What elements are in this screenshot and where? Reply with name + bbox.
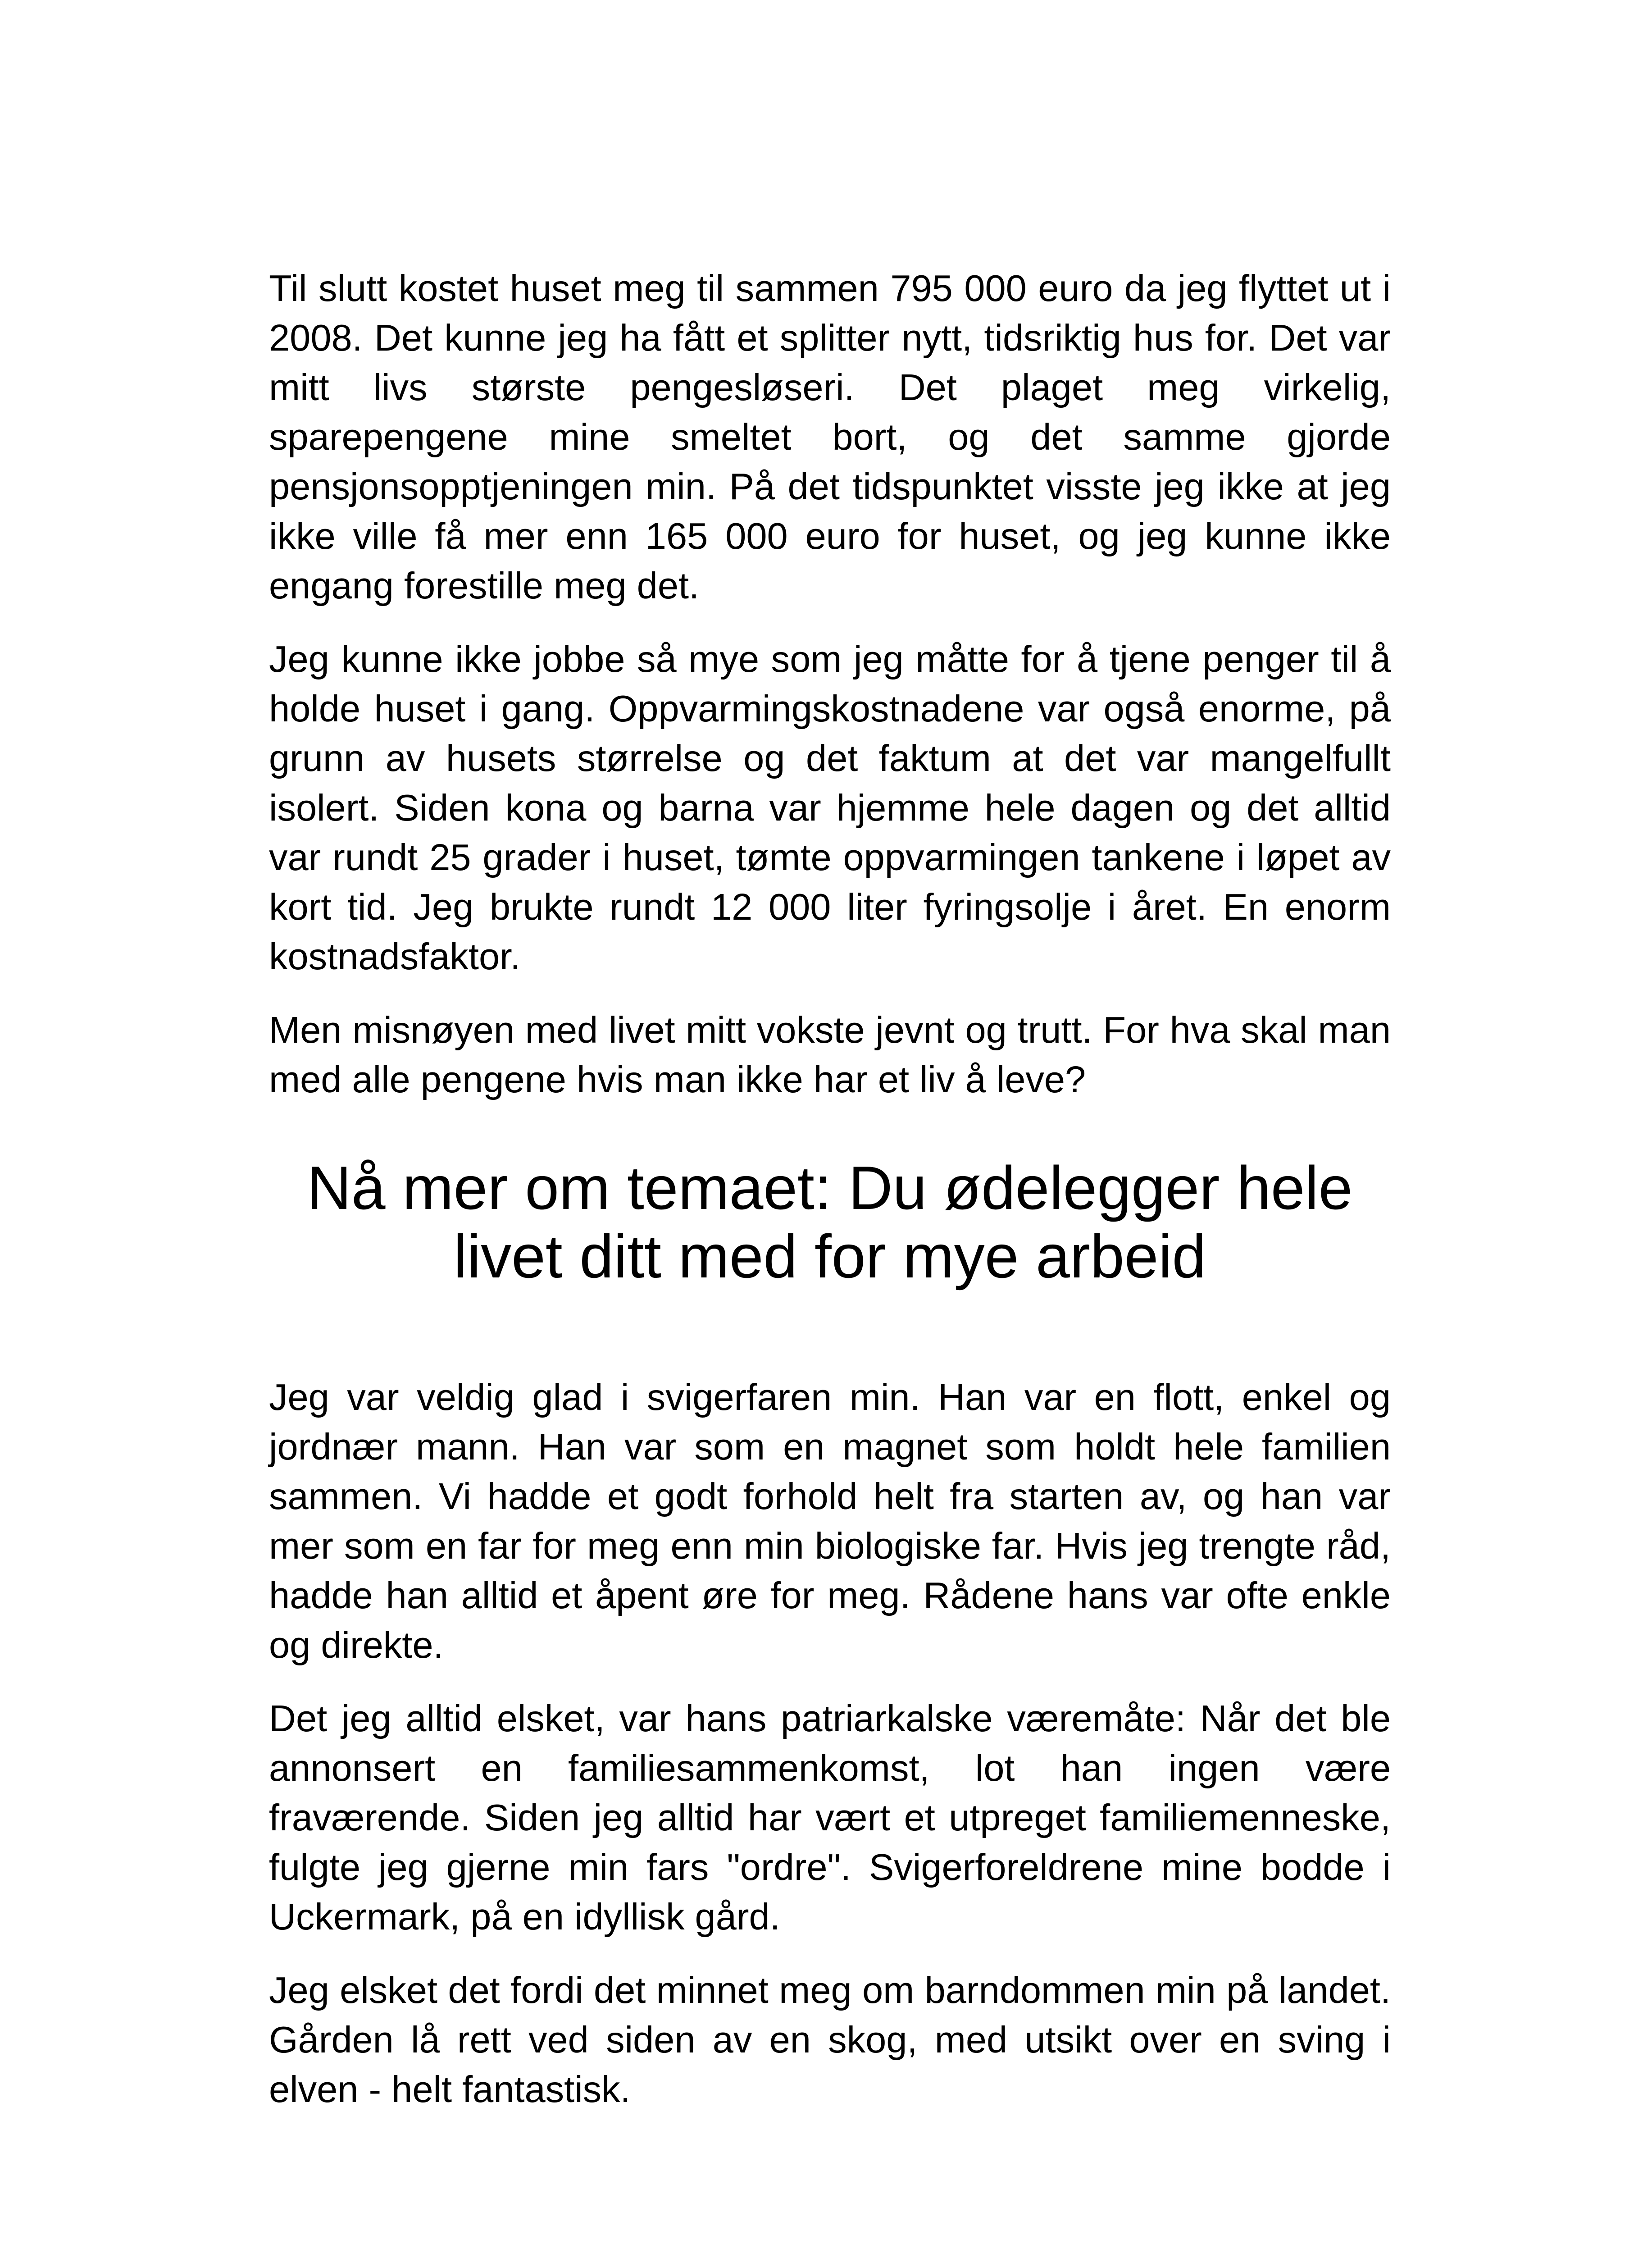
paragraph: Det jeg alltid elsket, var hans patriarkalske væremåte: Når det ble annonsert en familiesammenkomst, lot han ingen være fraværende. Siden jeg alltid har vært et utpreget familiemenneske, fulgte jeg gjerne min fars "ordre". Svigerforeldrene mine bodde i Uckermark, på en idyllisk gård. <box>269 1697 1391 1938</box>
body-text-top <box>269 264 1391 1104</box>
paragraph: Jeg var veldig glad i svigerfaren min. Han var en flott, enkel og jordnær mann. Han var som en magnet som holdt hele familien sammen. Vi hadde et godt forhold helt fra starten av, og han var mer som en far for meg enn min biologiske far. Hvis jeg trengte råd, hadde han alltid et åpent øre for meg. Rådene hans var ofte enkle og direkte. <box>269 1376 1391 1666</box>
paragraph: Men misnøyen med livet mitt vokste jevnt og trutt. For hva skal man med alle pengene hvis man ikke har et liv å leve? <box>269 1009 1391 1100</box>
body-text-bottom <box>269 1373 1391 2114</box>
heading-line-2: livet ditt med for mye arbeid <box>453 1222 1206 1291</box>
section-heading <box>269 1154 1391 1291</box>
paragraph: Til slutt kostet huset meg til sammen 795 000 euro da jeg flyttet ut i 2008. Det kunne jeg ha fått et splitter nytt, tidsriktig hus for. Det var mitt livs største pengesløseri. Det plaget meg virkelig, sparepengene mine smeltet bort, og det samme gjorde pensjonsopptjeningen min. På det tidspunktet visste jeg ikke at jeg ikke ville få mer enn 165 000 euro for huset, og jeg kunne ikke engang forestille meg det. <box>269 267 1391 607</box>
paragraph: Jeg kunne ikke jobbe så mye som jeg måtte for å tjene penger til å holde huset i gang. Oppvarmingskostnadene var også enorme, på grunn av husets størrelse og det faktum at det var mangelfullt isolert. Siden kona og barna var hjemme hele dagen og det alltid var rundt 25 grader i huset, tømte oppvarmingen tankene i løpet av kort tid. Jeg brukte rundt 12 000 liter fyringsolje i året. En enorm kostnadsfaktor. <box>269 638 1391 977</box>
heading-line-1: Nå mer om temaet: Du ødelegger hele <box>307 1154 1353 1222</box>
paragraph: Jeg elsket det fordi det minnet meg om barndommen min på landet. Gården lå rett ved siden av en skog, med utsikt over en sving i elven - helt fantastisk. <box>269 1969 1391 2110</box>
